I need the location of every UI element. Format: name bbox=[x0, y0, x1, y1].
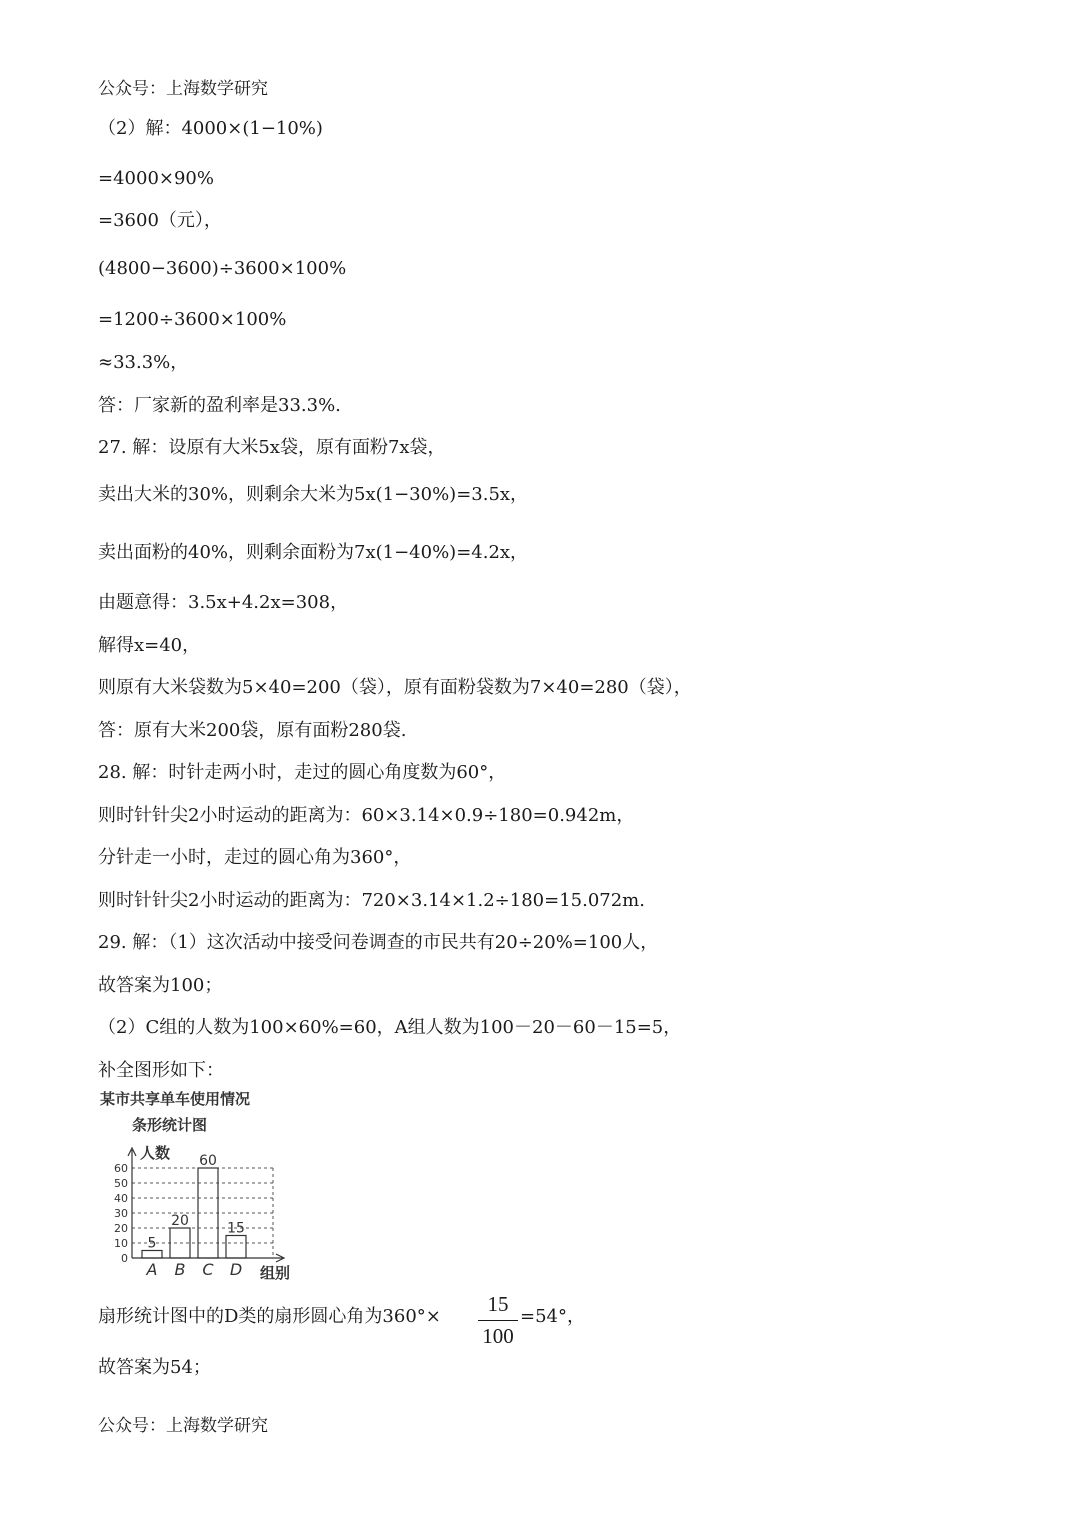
y-tick-label: 50 bbox=[114, 1177, 128, 1190]
solution-line: 故答案为100； bbox=[98, 975, 223, 996]
solution-line: =1200÷3600×100% bbox=[98, 309, 287, 330]
y-tick-label: 10 bbox=[114, 1237, 128, 1250]
solution-line: =54°， bbox=[520, 1306, 585, 1327]
chart-title: 某市共享单车使用情况 bbox=[100, 1090, 251, 1108]
data-label: 5 bbox=[147, 1235, 157, 1252]
solution-line: 则时针针尖2小时运动的距离为：720×3.14×1.2÷180=15.072m. bbox=[98, 890, 645, 911]
solution-line: (4800−3600)÷3600×100% bbox=[98, 258, 347, 279]
x-axis-label: 组别 bbox=[260, 1264, 291, 1282]
chart-subtitle: 条形统计图 bbox=[132, 1116, 208, 1134]
solution-line: 卖出面粉的40%，则剩余面粉为7x(1−40%)=4.2x， bbox=[98, 542, 529, 563]
solution-line: 则原有大米袋数为5×40=200（袋），原有面粉袋数为7×40=280（袋）， bbox=[98, 677, 692, 698]
solution-line: （2）C组的人数为100×60%=60，A组人数为100－20－60－15=5， bbox=[98, 1017, 682, 1038]
y-tick-label: 40 bbox=[114, 1192, 128, 1205]
data-label: 20 bbox=[171, 1213, 189, 1229]
page-header: 公众号：上海数学研究 bbox=[98, 79, 268, 99]
solution-line: 解得x=40， bbox=[98, 635, 201, 656]
solution-line: 则时针针尖2小时运动的距离为：60×3.14×0.9÷180=0.942m， bbox=[98, 805, 635, 826]
data-label: 60 bbox=[199, 1153, 217, 1169]
fraction-denominator: 100 bbox=[482, 1324, 514, 1348]
category-label: C bbox=[202, 1260, 214, 1279]
solution-line: 答：厂家新的盈利率是33.3%. bbox=[98, 395, 341, 416]
solution-line: 29. 解：（1）这次活动中接受问卷调查的市民共有20÷20%=100人， bbox=[98, 932, 659, 953]
solution-line: 28. 解：时针走两小时，走过的圆心角度数为60°， bbox=[98, 762, 507, 783]
solution-line: =3600（元）， bbox=[98, 210, 222, 231]
solution-line: 卖出大米的30%，则剩余大米为5x(1−30%)=3.5x， bbox=[98, 484, 529, 505]
fraction-numerator: 15 bbox=[487, 1292, 509, 1316]
solution-line: 分针走一小时，走过的圆心角为360°， bbox=[98, 847, 412, 868]
data-label: 15 bbox=[227, 1220, 245, 1237]
solution-line: ≈33.3%， bbox=[98, 352, 189, 373]
category-label: D bbox=[229, 1260, 243, 1279]
solution-line: 由题意得：3.5x+4.2x=308， bbox=[98, 592, 349, 613]
solution-line: 扇形统计图中的D类的扇形圆心角为360°× bbox=[98, 1306, 441, 1327]
page-footer: 公众号：上海数学研究 bbox=[98, 1416, 268, 1436]
y-tick-label: 60 bbox=[114, 1162, 128, 1175]
solution-line: =4000×90% bbox=[98, 168, 214, 189]
bar-C bbox=[198, 1168, 218, 1258]
y-tick-label: 30 bbox=[114, 1207, 128, 1220]
y-tick-label: 0 bbox=[121, 1252, 128, 1265]
bar-chart-svg bbox=[98, 1090, 318, 1290]
fraction bbox=[478, 1292, 518, 1349]
solution-line: 补全图形如下： bbox=[98, 1060, 224, 1081]
fraction-bar bbox=[478, 1320, 518, 1321]
solution-line: 答：原有大米200袋，原有面粉280袋. bbox=[98, 720, 407, 741]
bar-A bbox=[142, 1251, 162, 1259]
solution-line: 故答案为54； bbox=[98, 1357, 211, 1378]
solution-line: （2）解：4000×(1−10%) bbox=[98, 118, 323, 139]
category-label: B bbox=[174, 1260, 186, 1279]
bar-D bbox=[226, 1236, 246, 1259]
category-label: A bbox=[146, 1260, 158, 1279]
y-axis-label: 人数 bbox=[140, 1144, 171, 1162]
bar-chart bbox=[98, 1090, 318, 1290]
y-tick-label: 20 bbox=[114, 1222, 128, 1235]
solution-line: 27. 解：设原有大米5x袋，原有面粉7x袋， bbox=[98, 437, 446, 458]
